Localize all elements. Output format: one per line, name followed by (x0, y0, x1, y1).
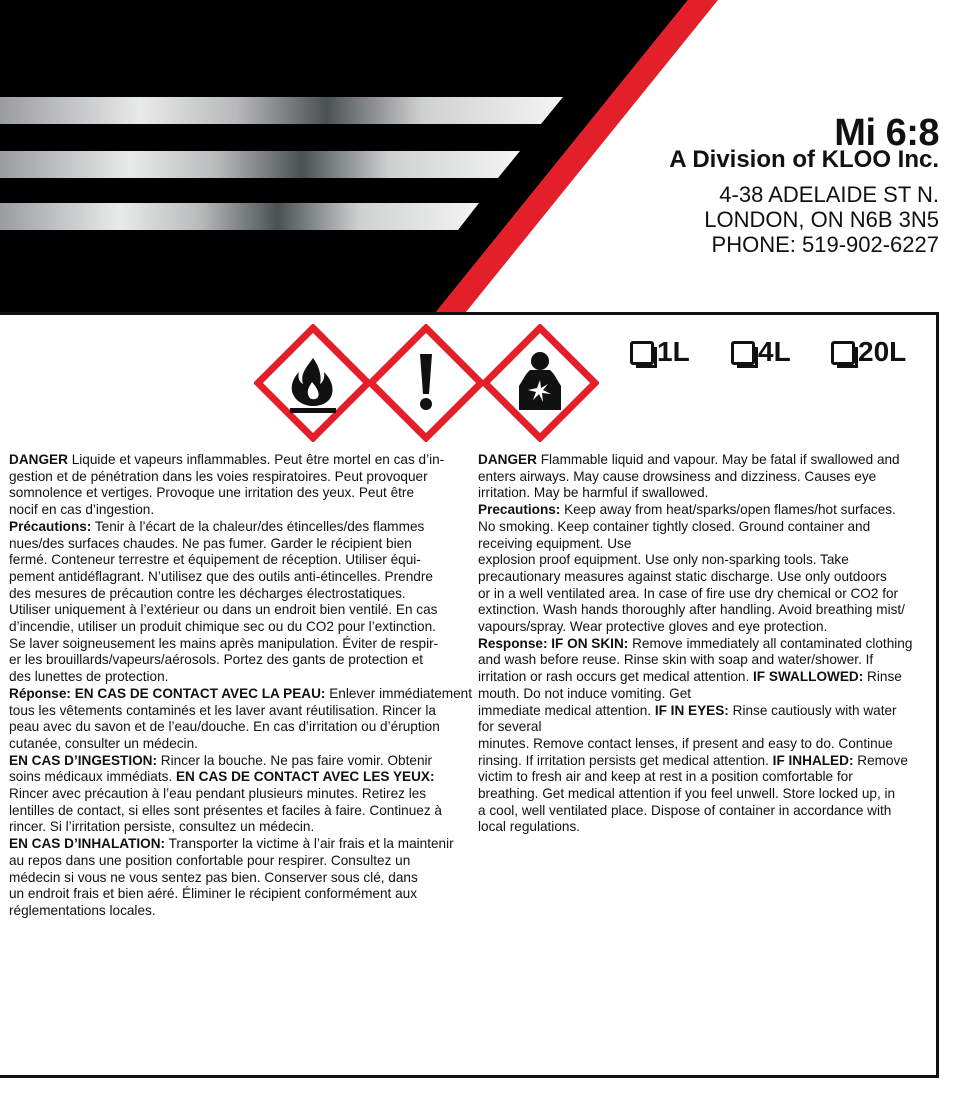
text-line (9, 652, 462, 669)
bold-heading: Précautions: (9, 518, 92, 534)
bold-heading: EN CAS D’INGESTION: (9, 752, 158, 768)
text-line (478, 652, 930, 669)
text-segment: rinsing. If irritation persists get medical attention. (478, 752, 773, 768)
text-segment: Rincer avec précaution à l’eau pendant plusieurs minutes. Retirez les (9, 786, 427, 802)
bold-heading: Réponse: EN CAS DE CONTACT AVEC LA PEAU: (9, 685, 326, 701)
division-name: A Division of KLOO Inc. (669, 146, 939, 173)
bold-heading: IF INHALED: (772, 752, 854, 768)
text-segment: soins médicaux immédiats. (9, 769, 176, 785)
bold-heading: EN CAS DE CONTACT AVEC LES YEUX: (175, 769, 435, 785)
bold-heading: IF IN EYES: (654, 702, 729, 718)
text-line (478, 519, 930, 536)
text-segment: Keep away from heat/sparks/open flames/hot surfaces. (560, 502, 896, 518)
text-segment: Rincer la bouche. Ne pas faire vomir. Obtenir (157, 752, 433, 768)
text-segment: d’incendie, utiliser un produit chimique sec ou du CO2 pour l’extinction. (9, 619, 436, 635)
text-segment: Enlever immédiatement (325, 685, 473, 701)
text-segment: rincer. Si l’irritation persiste, consultez un médecin. (9, 819, 315, 835)
text-segment: irritation or rash occurs get medical attention. (478, 669, 754, 685)
text-line (9, 886, 462, 903)
checkbox-icon[interactable] (831, 341, 855, 365)
text-segment: breathing. Get medical attention if you feel unwell. Store locked up, in (478, 786, 896, 802)
text-line (478, 619, 930, 636)
text-segment: nues/des surfaces chaudes. Ne pas fumer. Garder le récipient bien (9, 535, 412, 551)
text-line (478, 586, 930, 603)
bold-heading: Precautions: (478, 502, 561, 518)
text-segment: des mesures de précaution contre les décharges électrostatiques. (9, 585, 406, 601)
text-line (9, 485, 462, 502)
checkbox-icon[interactable] (630, 341, 654, 365)
text-segment: er les brouillards/vapeurs/aérosols. Portez des gants de protection et (9, 652, 424, 668)
text-segment: or in a well ventilated area. In case of fire use dry chemical or CO2 for (478, 585, 899, 601)
text-line (9, 502, 462, 519)
text-segment: Transporter la victime à l’air frais et la maintenir (165, 836, 454, 852)
text-segment: explosion proof equipment. Use only non-sparking tools. Take (478, 552, 849, 568)
text-segment: Tenir à l’écart de la chaleur/des étincelles/des flammes (91, 518, 425, 534)
bold-heading: Response: IF ON SKIN: (478, 635, 629, 651)
text-segment: Remove immediately all contaminated clothing (628, 635, 913, 651)
text-line (478, 736, 930, 753)
exclamation-icon (367, 324, 485, 442)
text-segment: local regulations. (478, 819, 581, 835)
text-line (9, 786, 462, 803)
text-segment: extinction. Wash hands thoroughly after handling. Avoid breathing mist/ (478, 602, 905, 618)
text-line (9, 586, 462, 603)
text-line (478, 769, 930, 786)
text-line (478, 719, 930, 736)
size-option-1l[interactable]: 1L (630, 336, 690, 368)
text-segment: minutes. Remove contact lenses, if present and easy to do. Continue (478, 735, 893, 751)
text-line (9, 602, 462, 619)
text-segment: receiving equipment. Use (478, 535, 632, 551)
text-segment: precautionary measures against static discharge. Use only outdoors (478, 568, 887, 584)
text-line (9, 903, 462, 920)
text-segment: for several (478, 719, 542, 735)
text-segment: Rinse (863, 669, 902, 685)
health-hazard-icon (481, 324, 599, 442)
text-segment: pement antidéflagrant. N’utilisez que des outils anti-étincelles. Prendre (9, 568, 433, 584)
text-line (9, 519, 462, 536)
bold-heading: IF SWALLOWED: (753, 669, 864, 685)
text-segment: a cool, well ventilated place. Dispose of container in accordance with (478, 802, 892, 818)
text-segment: Remove (853, 752, 908, 768)
text-segment: au repos dans une position confortable pour respirer. Consultez un (9, 852, 411, 868)
text-segment: lentilles de contact, si elles sont présentes et faciles à faire. Continuez à (9, 802, 442, 818)
text-line (9, 803, 462, 820)
text-segment: Rinse cautiously with water (728, 702, 897, 718)
text-line (478, 485, 930, 502)
text-line (478, 819, 930, 836)
text-line (478, 703, 930, 720)
size-option-20l[interactable]: 20L (831, 336, 906, 368)
text-line (478, 602, 930, 619)
text-line (9, 569, 462, 586)
chrome-stripe-2 (0, 151, 520, 178)
text-segment: Flammable liquid and vapour. May be fatal if swallowed and (536, 452, 900, 467)
text-segment: un endroit frais et bien aéré. Éliminer le récipient conformément aux (9, 886, 418, 902)
text-line (478, 786, 930, 803)
text-line (9, 552, 462, 569)
brand-name: Mi 6:8 (834, 112, 939, 154)
text-line (478, 669, 930, 686)
text-line (9, 536, 462, 553)
text-line (9, 636, 462, 653)
text-line (9, 753, 462, 770)
text-line (9, 819, 462, 836)
english-hazard-text (478, 452, 930, 836)
text-segment: victim to fresh air and keep at rest in a position comfortable for (478, 769, 853, 785)
text-line (478, 469, 930, 486)
text-segment: vapours/spray. Wear protective gloves and eye protection. (478, 619, 828, 635)
text-segment: Liquide et vapeurs inflammables. Peut être mortel en cas d’in- (67, 452, 445, 467)
text-segment: fermé. Conteneur terrestre et équipement de réception. Utiliser équi- (9, 552, 421, 568)
text-line (9, 719, 462, 736)
text-segment: des lunettes de protection. (9, 669, 169, 685)
text-segment: No smoking. Keep container tightly closed. Ground container and (478, 518, 871, 534)
text-segment: Se laver soigneusement les mains après manipulation. Éviter de respir- (9, 635, 439, 651)
text-line (9, 769, 462, 786)
text-segment: gestion et de pénétration dans les voies respiratoires. Peut provoquer (9, 468, 428, 484)
text-line (9, 703, 462, 720)
text-line (478, 452, 930, 469)
text-line (478, 569, 930, 586)
text-segment: mouth. Do not induce vomiting. Get (478, 685, 692, 701)
text-line (9, 685, 473, 703)
bold-heading: EN CAS D’INHALATION: (9, 836, 166, 852)
text-segment: médecin si vous ne vous sentez pas bien. Conserver sous clé, dans (9, 869, 418, 885)
text-line (478, 686, 930, 703)
text-segment: somnolence et vertiges. Provoque une irritation des yeux. Peut être (9, 485, 415, 501)
text-segment: and wash before reuse. Rinse skin with soap and water/shower. If (478, 652, 874, 668)
text-segment: peau avec du savon et de l’eau/douche. En cas d’irritation ou d’éruption (9, 719, 440, 735)
address-line-1: 4-38 ADELAIDE ST N. (719, 182, 939, 207)
text-line (9, 870, 462, 887)
text-line (9, 619, 462, 636)
text-line (9, 853, 462, 870)
text-line (9, 669, 462, 686)
text-line (9, 452, 462, 469)
chrome-stripe-3 (0, 203, 479, 230)
text-segment: immediate medical attention. (478, 702, 655, 718)
text-segment: irritation. May be harmful if swallowed. (478, 485, 709, 501)
address-line-2: LONDON, ON N6B 3N5 (704, 207, 939, 232)
checkbox-icon[interactable] (731, 341, 755, 365)
french-hazard-text (9, 452, 473, 920)
text-line (478, 502, 930, 519)
text-line (9, 736, 462, 753)
text-segment: Utiliser uniquement à l’extérieur ou dans un endroit bien ventilé. En cas (9, 602, 438, 618)
size-option-4l[interactable]: 4L (731, 336, 791, 368)
text-line (478, 536, 930, 553)
text-line (478, 803, 930, 820)
bold-heading: DANGER (478, 452, 537, 467)
text-line (478, 552, 930, 569)
text-line (9, 836, 462, 853)
text-line (478, 636, 930, 653)
phone-number: PHONE: 519-902-6227 (711, 232, 939, 257)
text-segment: cutanée, consulter un médecin. (9, 735, 198, 751)
chrome-stripe-1 (0, 97, 563, 124)
text-segment: nocif en cas d’ingestion. (9, 502, 155, 518)
flame-icon (254, 324, 372, 442)
bold-heading: DANGER (9, 452, 68, 467)
text-segment: tous les vêtements contaminés et les laver avant réutilisation. Rincer la (9, 702, 436, 718)
text-line (9, 469, 462, 486)
text-segment: réglementations locales. (9, 902, 156, 918)
text-line (478, 753, 930, 770)
text-segment: enters airways. May cause drowsiness and dizziness. Causes eye (478, 468, 877, 484)
